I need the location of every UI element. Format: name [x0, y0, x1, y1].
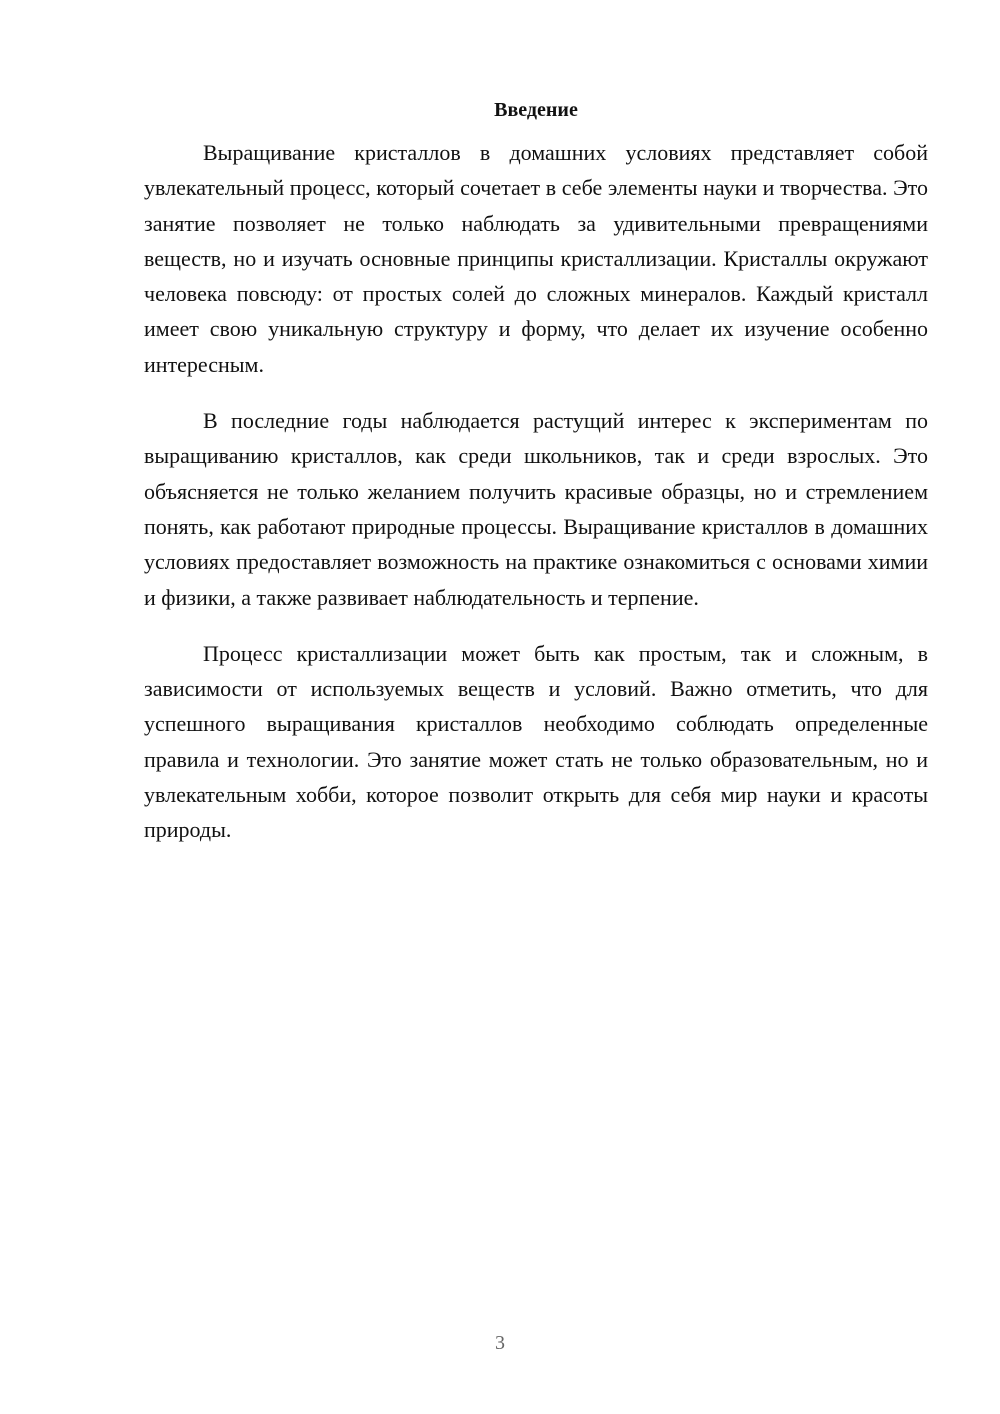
page-title: Введение [494, 99, 578, 121]
paragraph-2: В последние годы наблюдается растущий интерес к экспериментам по выращиванию кристаллов, как среди школьников, так и среди взрослых. Это объясняется не только желанием получить красивые образцы, но и стремлением понять, как работают природные процессы. Выращивание кристаллов в домашних условиях предоставляет возможность на практике ознакомиться с основами химии и физики, а также развивает наблюдательность и терпение. [144, 408, 928, 610]
paragraph-1: Выращивание кристаллов в домашних условиях представляет собой увлекательный процесс, который сочетает в себе элементы науки и творчества. Это занятие позволяет не только наблюдать за удивительными превращениями веществ, но и изучать основные принципы кристаллизации. Кристаллы окружают человека повсюду: от простых солей до сложных минералов. Каждый кристалл имеет свою уникальную структуру и форму, что делает их изучение особенно интересным. [144, 140, 928, 377]
paragraph-3: Процесс кристаллизации может быть как простым, так и сложным, в зависимости от используемых веществ и условий. Важно отметить, что для успешного выращивания кристаллов необходимо соблюдать определенные правила и технологии. Это занятие может стать не только образовательным, но и увлекательным хобби, которое позволит открыть для себя мир науки и красоты природы. [144, 640, 928, 843]
page-number: 3 [495, 1332, 505, 1354]
